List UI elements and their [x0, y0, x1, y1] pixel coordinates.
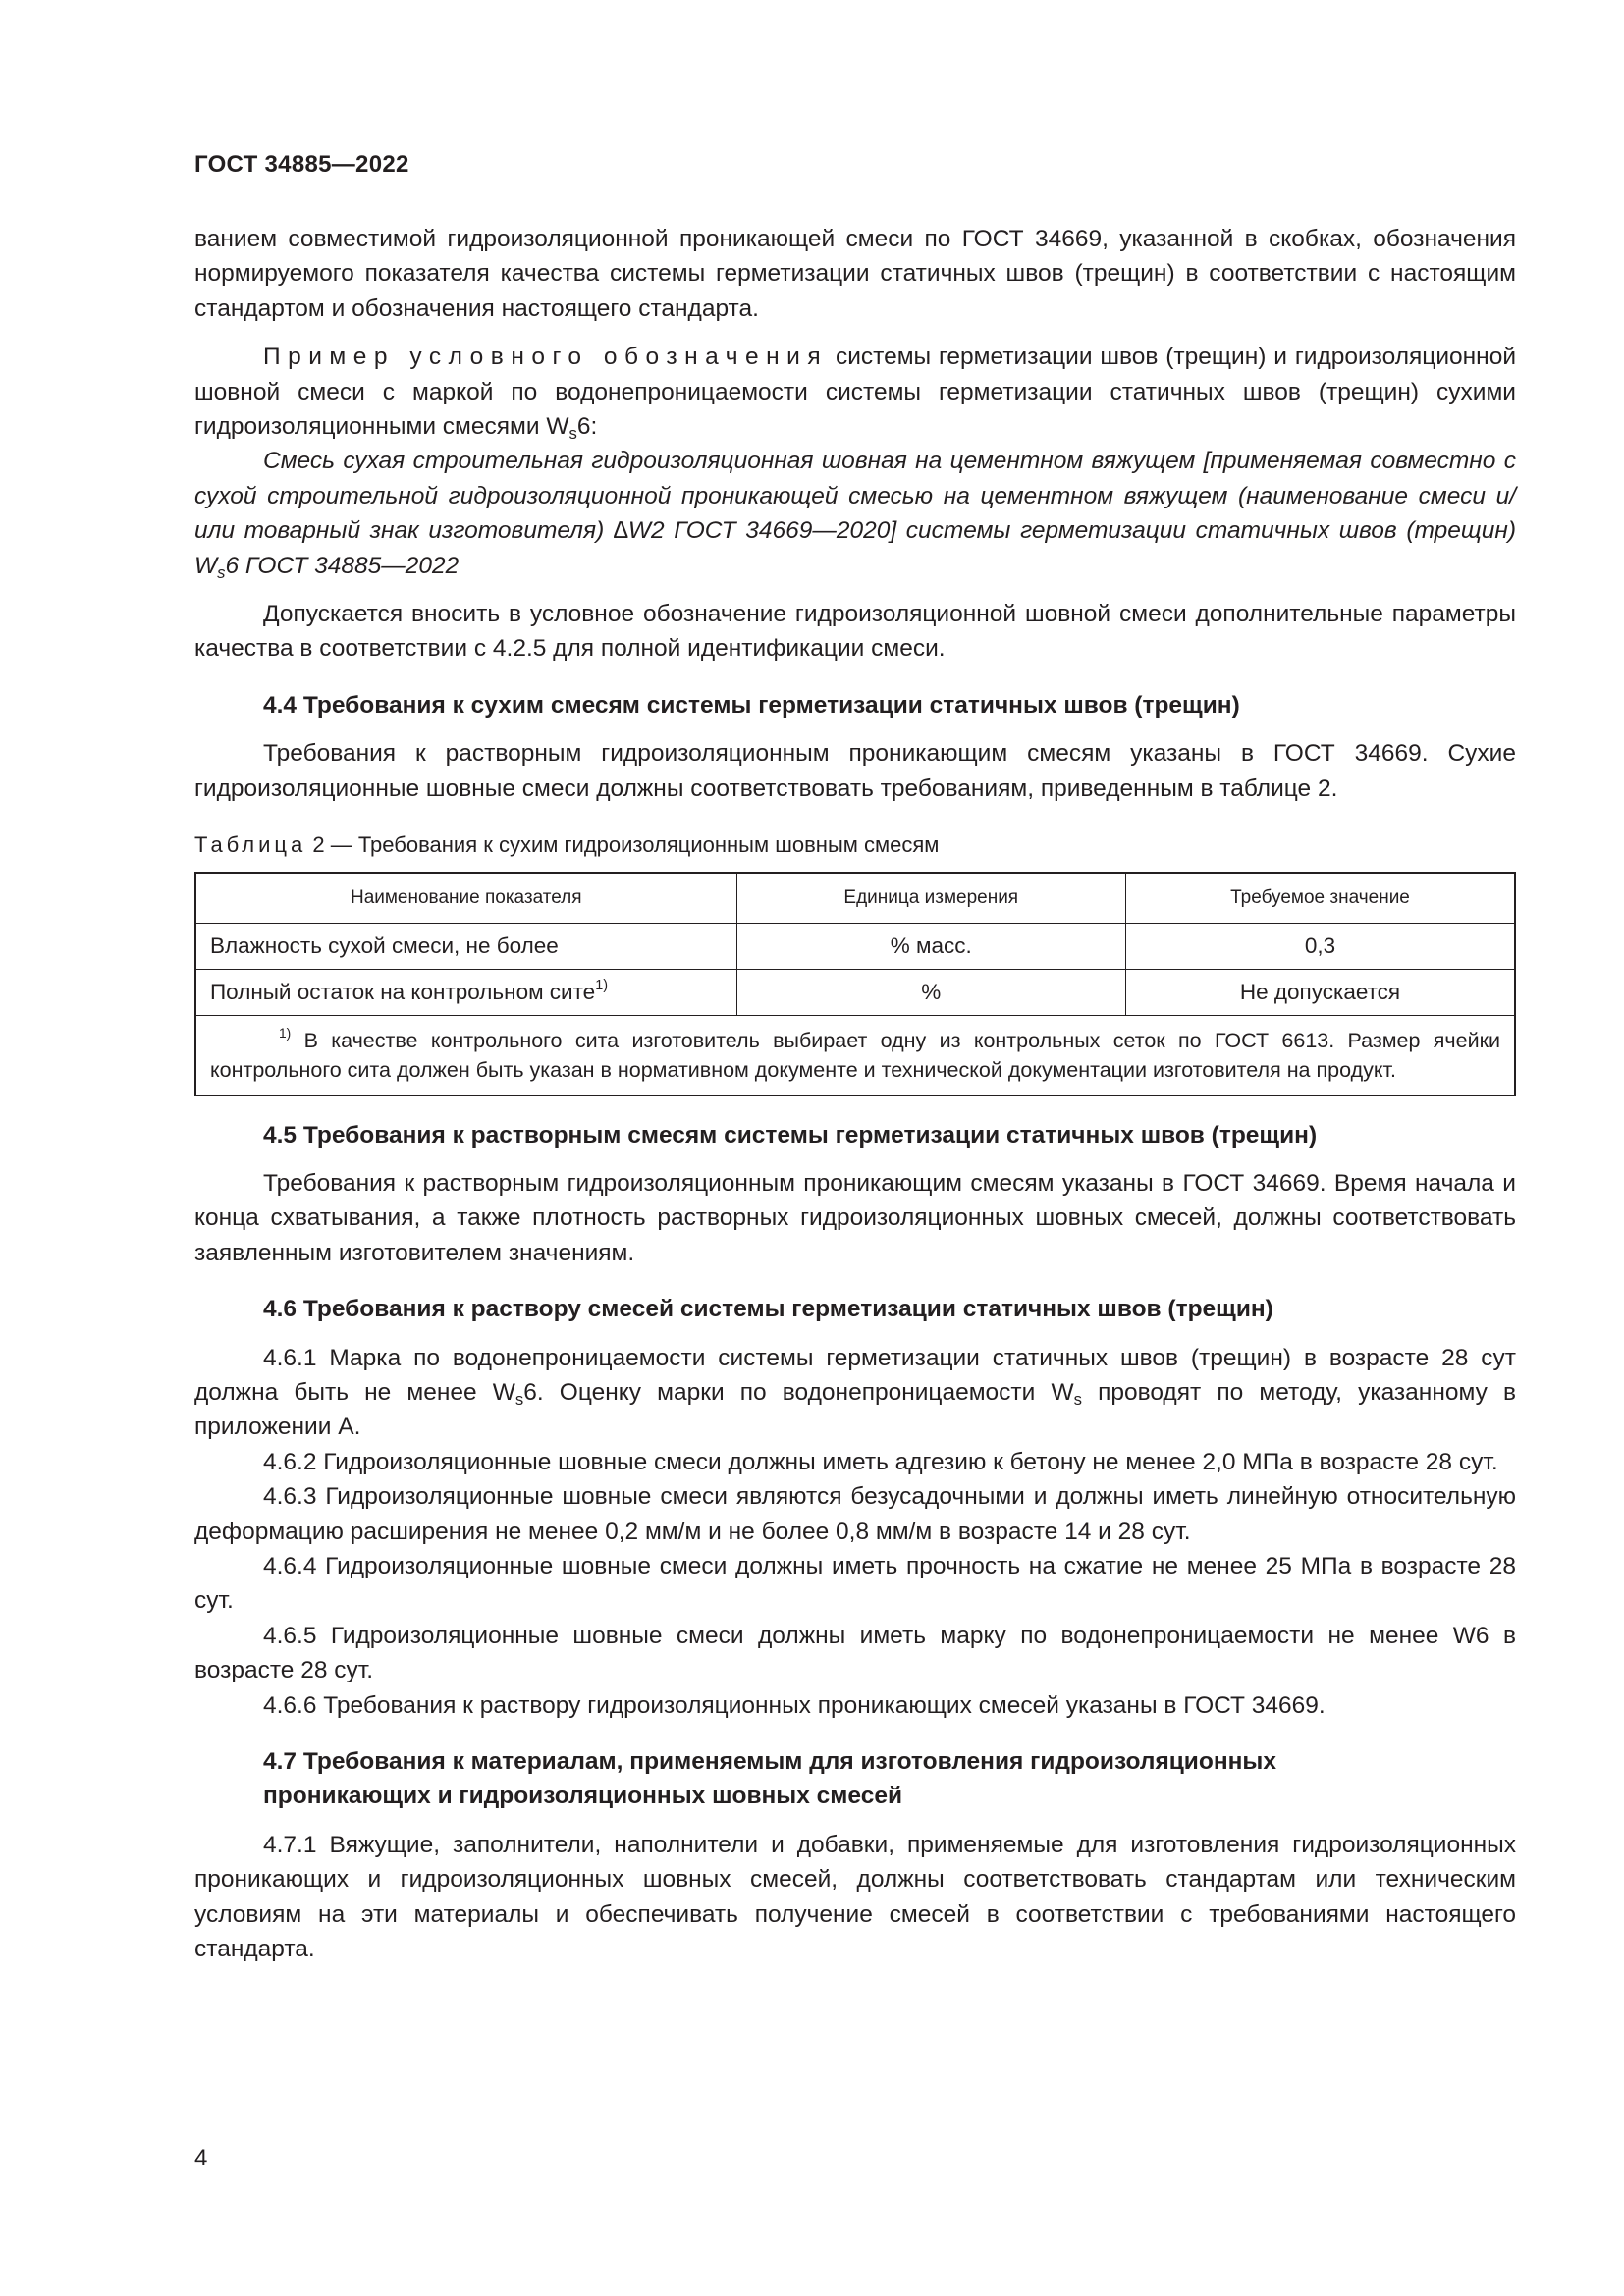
- table-caption-label: Таблица: [194, 832, 307, 858]
- clause-subscript: s: [1073, 1389, 1082, 1409]
- document-header-title: ГОСТ 34885—2022: [194, 151, 409, 178]
- designation-example-italic: [194, 444, 1516, 583]
- clause-4-7-1: 4.7.1 Вяжущие, заполнители, наполнители и добавки, применяемые для изготовления гидроизоляционных проникающих и гидроизоляционных шовных смесей, должны соответствовать стандартам или техническим условиям на эти материалы и обеспечивать получение смесей в соответствии с требованиями настоящего стандарта.: [194, 1831, 1516, 1963]
- table-header-cell: Требуемое значение: [1126, 873, 1516, 924]
- section-4-6-heading: 4.6 Требования к раствору смесей системы герметизации статичных швов (трещин): [263, 1296, 1273, 1323]
- clause-4-6-2: 4.6.2 Гидроизоляционные шовные смеси должны иметь адгезию к бетону не менее 2,0 МПа в возрасте 28 сут.: [263, 1448, 1498, 1475]
- paragraph-allowance: Допускается вносить в условное обозначение гидроизоляционной шовной смеси дополнительные параметры качества в соответствии с 4.2.5 для полной идентификации смеси.: [194, 601, 1516, 663]
- clause-4-6-6: 4.6.6 Требования к раствору гидроизоляционных проникающих смесей указаны в ГОСТ 34669.: [263, 1691, 1326, 1719]
- designation-example-paragraph: [194, 340, 1516, 444]
- table-cell-unit: %: [736, 969, 1125, 1015]
- footnote-mark: 1): [279, 1025, 292, 1041]
- page-body: [194, 222, 1516, 1966]
- table-cell-name: Влажность сухой смеси, не более: [195, 923, 736, 969]
- section-4-5-heading: 4.5 Требования к растворным смесям системы герметизации статичных швов (трещин): [263, 1121, 1318, 1148]
- paragraph-continuation: ванием совместимой гидроизоляционной проникающей смеси по ГОСТ 34669, указанной в скобках, обозначения нормируемого показателя качества системы герметизации статичных швов (трещин) в соответствии с настоящим стандартом и обозначения настоящего стандарта.: [194, 226, 1516, 322]
- example-italic-part-b: 6 ГОСТ 34885—2022: [225, 552, 460, 579]
- page-number: 4: [194, 2145, 208, 2171]
- clause-4-6-5: 4.6.5 Гидроизоляционные шовные смеси должны иметь марку по водонепроницаемости не менее W6 в возрасте 28 сут.: [194, 1622, 1516, 1684]
- table-2-caption: [194, 828, 1516, 862]
- section-4-4-heading: 4.4 Требования к сухим смесям системы герметизации статичных швов (трещин): [263, 691, 1240, 719]
- example-text-part-b: 6:: [576, 413, 598, 441]
- table-header-cell: Единица измерения: [736, 873, 1125, 924]
- section-4-7-heading-line1: 4.7 Требования к материалам, применяемым для изготовления гидроизоляционных: [263, 1748, 1276, 1775]
- table-cell-value: Не допускается: [1126, 969, 1516, 1015]
- section-4-5-text: Требования к растворным гидроизоляционным проникающим смесям указаны в ГОСТ 34669. Время начала и конца схватывания, а также плотность растворных гидроизоляционных шовных смесей, должны соответствовать заявленным изготовителем значениям.: [194, 1169, 1516, 1266]
- table-cell-name: [195, 969, 736, 1015]
- table-cell-name-text: Полный остаток на контрольном сите: [210, 979, 596, 1004]
- example-italic-part-a: Смесь сухая строительная гидроизоляционная шовная на цементном вяжущем [применяемая совместно с сухой строительной гидроизоляционной проникающей смесью на цементном вяжущем (наименование смеси и/или товарный знак изготовителя) ∆W2 ГОСТ 34669—2020] системы герметизации статичных швов (трещин) W: [194, 448, 1516, 579]
- footnote-text: В качестве контрольного сита изготовитель выбирает одну из контрольных сеток по ГОСТ 6613. Размер ячейки контрольного сита должен быть указан в нормативном документе и технической документации изготовителя на продукт.: [210, 1028, 1500, 1082]
- table-header-row: [195, 873, 1515, 924]
- clause-4-6-1-part-c: проводят по методу, указанному в приложении А.: [194, 1378, 1516, 1441]
- clause-4-6-1-part-b: 6. Оценку марки по водонепроницаемости W: [523, 1378, 1074, 1406]
- example-italic-subscript: s: [217, 562, 226, 582]
- table-caption-text: 2 — Требования к сухим гидроизоляционным шовным смесям: [306, 832, 940, 858]
- footnote-reference: 1): [595, 977, 608, 993]
- table-footnote: [195, 1015, 1515, 1095]
- section-4-4-text: Требования к растворным гидроизоляционным проникающим смесям указаны в ГОСТ 34669. Сухие гидроизоляционные шовные смеси должны соответствовать требованиям, приведенным в таблице 2.: [194, 740, 1516, 802]
- clause-4-6-1: [194, 1341, 1516, 1445]
- clause-4-6-3: 4.6.3 Гидроизоляционные шовные смеси являются безусадочными и должны иметь линейную относительную деформацию расширения не менее 0,2 мм/м и не более 0,8 мм/м в возрасте 14 и 28 сут.: [194, 1483, 1516, 1545]
- clause-4-6-1-part-a: 4.6.1 Марка по водонепроницаемости системы герметизации статичных швов (трещин) в возрасте 28 сут должна быть не менее W: [194, 1344, 1516, 1406]
- requirements-table: [194, 872, 1516, 1096]
- table-row: [195, 923, 1515, 969]
- clause-subscript: s: [514, 1389, 524, 1409]
- section-4-7-heading: [194, 1744, 1516, 1814]
- section-4-7-heading-line2: проникающих и гидроизоляционных шовных смесей: [263, 1783, 903, 1810]
- table-cell-unit: % масс.: [736, 923, 1125, 969]
- table-footnote-row: [195, 1015, 1515, 1095]
- example-label: Пример условного обозначения: [263, 344, 829, 371]
- example-text-part-a: системы герметизации швов (трещин) и гидроизоляционной шовной смеси с маркой по водонепроницаемости системы герметизации статичных швов (трещин) сухими гидроизоляционными смесями W: [194, 344, 1516, 441]
- clause-4-6-4: 4.6.4 Гидроизоляционные шовные смеси должны иметь прочность на сжатие не менее 25 МПа в возрасте 28 сут.: [194, 1552, 1516, 1615]
- table-header-cell: Наименование показателя: [195, 873, 736, 924]
- example-subscript: s: [568, 424, 577, 444]
- table-cell-value: 0,3: [1126, 923, 1516, 969]
- table-row: [195, 969, 1515, 1015]
